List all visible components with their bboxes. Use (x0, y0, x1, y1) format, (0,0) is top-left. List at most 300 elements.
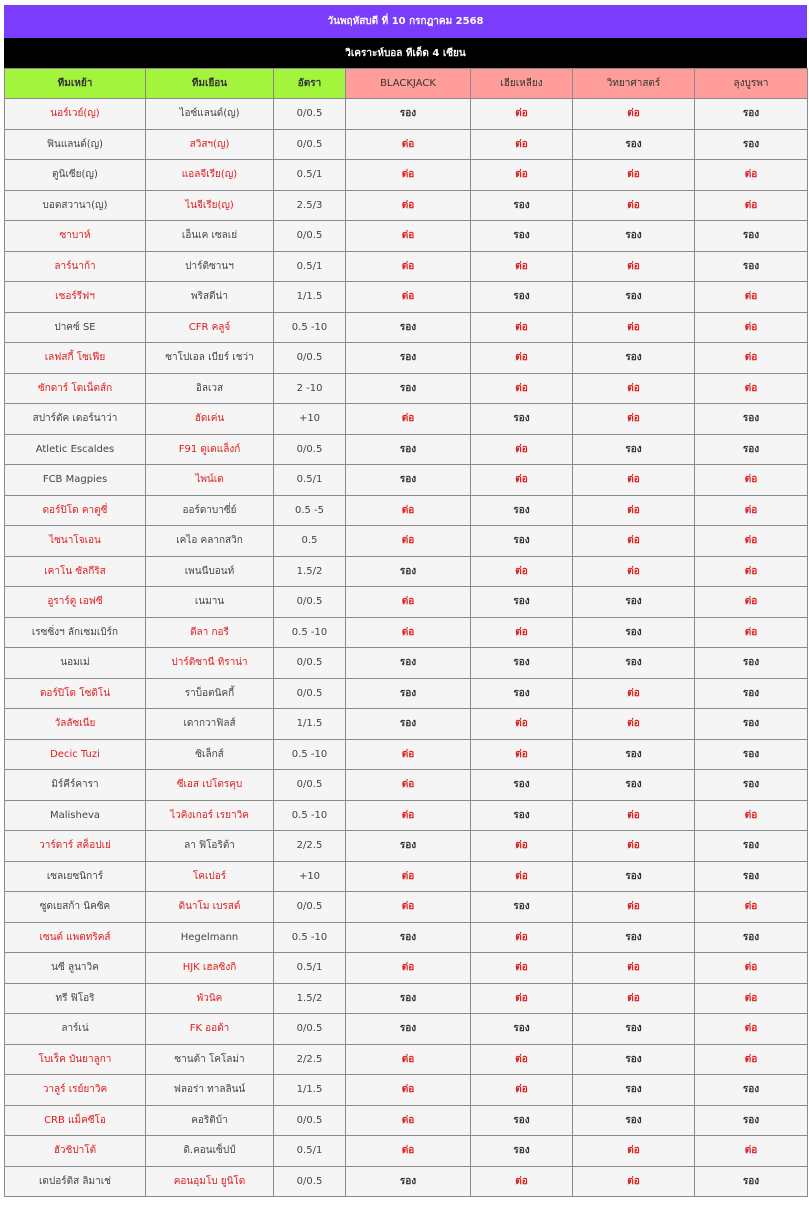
pick-cell: ต่อ (695, 465, 808, 496)
table-row (5, 282, 808, 313)
pick-cell: รอง (573, 343, 695, 374)
odds-cell: 0.5 -10 (274, 617, 346, 648)
pick-cell: ต่อ (695, 160, 808, 191)
table-row (5, 709, 808, 740)
column-header-home: ทีมเหย้า (5, 69, 146, 99)
pick-cell: ต่อ (573, 404, 695, 435)
odds-cell: 0.5/1 (274, 160, 346, 191)
pick-cell: ต่อ (471, 556, 573, 587)
table-row (5, 1166, 808, 1197)
home-team-cell: นอร์เวย์(ญ) (5, 99, 146, 130)
odds-cell: +10 (274, 861, 346, 892)
pick-cell: รอง (346, 343, 471, 374)
pick-cell: ต่อ (346, 129, 471, 160)
analysis-container (4, 5, 807, 1197)
away-team-cell: ปาร์ติซานฯ (146, 251, 274, 282)
column-header-away: ทีมเยือน (146, 69, 274, 99)
table-row (5, 160, 808, 191)
home-team-cell: วาร์ดาร์ สค็อปเย่ (5, 831, 146, 862)
pick-cell: ต่อ (346, 861, 471, 892)
pick-cell: รอง (695, 770, 808, 801)
odds-cell: 0/0.5 (274, 1166, 346, 1197)
pick-cell: ต่อ (471, 983, 573, 1014)
odds-cell: 1.5/2 (274, 556, 346, 587)
table-header-row (5, 69, 808, 99)
pick-cell: รอง (346, 1166, 471, 1197)
away-team-cell: ดิ.คอนเซ็ปป์ (146, 1136, 274, 1167)
pick-cell: รอง (346, 465, 471, 496)
pick-cell: รอง (346, 648, 471, 679)
pick-cell: ต่อ (695, 800, 808, 831)
pick-cell: รอง (471, 678, 573, 709)
home-team-cell: เดปอร์ติส ลิมาเช่ (5, 1166, 146, 1197)
date-title: วันพฤหัสบดี ที่ 10 กรกฎาคม 2568 (4, 5, 807, 38)
pick-cell: ต่อ (695, 526, 808, 557)
home-team-cell: ฮัวชิปาโต้ (5, 1136, 146, 1167)
table-row (5, 922, 808, 953)
home-team-cell: เรซซิ่งฯ ลักเซมเบิร์ก (5, 617, 146, 648)
column-header-hia-liang: เฮียเหลียง (471, 69, 573, 99)
odds-cell: 0/0.5 (274, 648, 346, 679)
pick-cell: ต่อ (695, 373, 808, 404)
table-body (5, 99, 808, 1197)
home-team-cell: วาลูร์ เรย์ยาวิค (5, 1075, 146, 1106)
table-row (5, 1105, 808, 1136)
table-row (5, 617, 808, 648)
odds-cell: 0/0.5 (274, 770, 346, 801)
away-team-cell: แอลจีเรีย(ญ) (146, 160, 274, 191)
pick-cell: ต่อ (346, 1136, 471, 1167)
odds-cell: 0/0.5 (274, 1105, 346, 1136)
pick-cell: ต่อ (471, 373, 573, 404)
pick-cell: รอง (695, 739, 808, 770)
pick-cell: ต่อ (346, 1075, 471, 1106)
pick-cell: ต่อ (471, 160, 573, 191)
pick-cell: รอง (695, 129, 808, 160)
away-team-cell: สวิสฯ(ญ) (146, 129, 274, 160)
home-team-cell: ปาคซ์ SE (5, 312, 146, 343)
pick-cell: รอง (573, 1075, 695, 1106)
odds-cell: 0.5 -10 (274, 739, 346, 770)
pick-cell: ต่อ (573, 556, 695, 587)
odds-cell: 0.5/1 (274, 953, 346, 984)
pick-cell: รอง (573, 129, 695, 160)
away-team-cell: ไอซ์แลนด์(ญ) (146, 99, 274, 130)
away-team-cell: FK ออด้า (146, 1014, 274, 1045)
away-team-cell: เคไอ คลากสวิก (146, 526, 274, 557)
column-header-science: วิทยาศาสตร์ (573, 69, 695, 99)
pick-cell: ต่อ (346, 282, 471, 313)
away-team-cell: โคเปอร์ (146, 861, 274, 892)
away-team-cell: ราบ็อตนิคกี้ (146, 678, 274, 709)
odds-cell: 1/1.5 (274, 282, 346, 313)
pick-cell: รอง (695, 648, 808, 679)
pick-cell: รอง (471, 495, 573, 526)
odds-cell: 0.5 -10 (274, 800, 346, 831)
table-row (5, 831, 808, 862)
odds-cell: 0.5 -10 (274, 312, 346, 343)
pick-cell: ต่อ (471, 251, 573, 282)
pick-cell: รอง (573, 282, 695, 313)
pick-cell: รอง (471, 1014, 573, 1045)
odds-cell: 0/0.5 (274, 587, 346, 618)
table-row (5, 1136, 808, 1167)
pick-cell: ต่อ (346, 953, 471, 984)
pick-cell: ต่อ (346, 221, 471, 252)
column-header-odds: อัตรา (274, 69, 346, 99)
column-header-lung-burapha: ลุงบูรพา (695, 69, 808, 99)
pick-cell: ต่อ (695, 190, 808, 221)
pick-cell: รอง (573, 922, 695, 953)
pick-cell: ต่อ (346, 526, 471, 557)
pick-cell: ต่อ (695, 282, 808, 313)
away-team-cell: ซิเล็กส์ (146, 739, 274, 770)
odds-cell: 2/2.5 (274, 831, 346, 862)
pick-cell: ต่อ (471, 343, 573, 374)
pick-cell: ต่อ (573, 831, 695, 862)
pick-cell: รอง (695, 99, 808, 130)
pick-cell: รอง (471, 1136, 573, 1167)
pick-cell: ต่อ (346, 892, 471, 923)
home-team-cell: โบเร็ค บันยาลูกา (5, 1044, 146, 1075)
pick-cell: รอง (573, 221, 695, 252)
odds-cell: 0.5 (274, 526, 346, 557)
home-team-cell: ทรี ฟิโอริ (5, 983, 146, 1014)
home-team-cell: บอตสวานา(ญ) (5, 190, 146, 221)
pick-cell: ต่อ (573, 251, 695, 282)
pick-cell: รอง (695, 1166, 808, 1197)
home-team-cell: นซี ลูนาวิค (5, 953, 146, 984)
pick-cell: ต่อ (346, 800, 471, 831)
table-row (5, 739, 808, 770)
odds-cell: 1.5/2 (274, 983, 346, 1014)
home-team-cell: ซักดาร์ โดเน็ตส์ก (5, 373, 146, 404)
pick-cell: รอง (346, 709, 471, 740)
away-team-cell: ซานต้า โคโลม่า (146, 1044, 274, 1075)
pick-cell: รอง (471, 1105, 573, 1136)
home-team-cell: วัลลัซเนีย (5, 709, 146, 740)
odds-cell: 0.5 -5 (274, 495, 346, 526)
pick-cell: รอง (471, 190, 573, 221)
pick-cell: ต่อ (573, 160, 695, 191)
home-team-cell: CRB แม็คซีโอ (5, 1105, 146, 1136)
pick-cell: ต่อ (346, 770, 471, 801)
pick-cell: ต่อ (471, 99, 573, 130)
pick-cell: ต่อ (573, 1166, 695, 1197)
home-team-cell: ตูนิเซีย(ญ) (5, 160, 146, 191)
pick-cell: รอง (346, 99, 471, 130)
pick-cell: ต่อ (695, 617, 808, 648)
odds-cell: 2.5/3 (274, 190, 346, 221)
pick-cell: ต่อ (695, 953, 808, 984)
home-team-cell: Decic Tuzi (5, 739, 146, 770)
pick-cell: รอง (346, 922, 471, 953)
home-team-cell: ฟินแลนด์(ญ) (5, 129, 146, 160)
away-team-cell: อิลเวส (146, 373, 274, 404)
odds-cell: 0.5/1 (274, 1136, 346, 1167)
pick-cell: รอง (471, 892, 573, 923)
odds-cell: 0/0.5 (274, 678, 346, 709)
pick-cell: ต่อ (346, 495, 471, 526)
table-row (5, 1014, 808, 1045)
home-team-cell: ซาบาห์ (5, 221, 146, 252)
table-row (5, 312, 808, 343)
pick-cell: ต่อ (695, 587, 808, 618)
pick-cell: รอง (471, 404, 573, 435)
away-team-cell: HJK เฮลซิงกิ (146, 953, 274, 984)
pick-cell: รอง (573, 587, 695, 618)
pick-cell: รอง (471, 648, 573, 679)
pick-cell: ต่อ (346, 587, 471, 618)
pick-cell: ต่อ (471, 922, 573, 953)
table-row (5, 190, 808, 221)
pick-cell: รอง (346, 373, 471, 404)
pick-cell: รอง (346, 983, 471, 1014)
pick-cell: รอง (346, 434, 471, 465)
away-team-cell: Hegelmann (146, 922, 274, 953)
table-row (5, 892, 808, 923)
table-row (5, 648, 808, 679)
away-team-cell: ซีเอส เปโตรคุบ (146, 770, 274, 801)
table-row (5, 526, 808, 557)
pick-cell: รอง (471, 587, 573, 618)
table-row (5, 678, 808, 709)
table-row (5, 1075, 808, 1106)
pick-cell: รอง (573, 861, 695, 892)
home-team-cell: เชอร์รีฟฯ (5, 282, 146, 313)
odds-cell: 1/1.5 (274, 1075, 346, 1106)
home-team-cell: เคาโน ซัลกีริส (5, 556, 146, 587)
home-team-cell: เซลเยซนิการ์ (5, 861, 146, 892)
pick-cell: ต่อ (346, 160, 471, 191)
pick-cell: ต่อ (573, 709, 695, 740)
pick-cell: ต่อ (695, 1014, 808, 1045)
pick-cell: รอง (346, 831, 471, 862)
odds-cell: 2 -10 (274, 373, 346, 404)
table-row (5, 221, 808, 252)
away-team-cell: พัวนิค (146, 983, 274, 1014)
pick-cell: ต่อ (573, 312, 695, 343)
pick-cell: รอง (695, 1075, 808, 1106)
pick-cell: รอง (346, 556, 471, 587)
pick-cell: รอง (573, 1105, 695, 1136)
odds-cell: 0/0.5 (274, 129, 346, 160)
away-team-cell: ไพน์เด (146, 465, 274, 496)
home-team-cell: นอมเม่ (5, 648, 146, 679)
table-row (5, 373, 808, 404)
pick-cell: รอง (573, 617, 695, 648)
table-row (5, 861, 808, 892)
pick-cell: ต่อ (573, 800, 695, 831)
pick-cell: รอง (695, 251, 808, 282)
pick-cell: ต่อ (471, 739, 573, 770)
home-team-cell: ลาร์เน่ (5, 1014, 146, 1045)
table-row (5, 556, 808, 587)
column-header-blackjack: BLACKJACK (346, 69, 471, 99)
away-team-cell: ไวคิงเกอร์ เรยาวิค (146, 800, 274, 831)
away-team-cell: ดินาโม เบรสต์ (146, 892, 274, 923)
pick-cell: ต่อ (573, 526, 695, 557)
odds-cell: 0.5/1 (274, 251, 346, 282)
pick-cell: รอง (471, 282, 573, 313)
pick-cell: ต่อ (695, 1044, 808, 1075)
table-row (5, 251, 808, 282)
pick-cell: ต่อ (471, 617, 573, 648)
pick-cell: ต่อ (471, 831, 573, 862)
pick-cell: ต่อ (573, 99, 695, 130)
table-row (5, 434, 808, 465)
table-row (5, 99, 808, 130)
away-team-cell: ฮัดเค่น (146, 404, 274, 435)
pick-cell: รอง (695, 922, 808, 953)
pick-cell: ต่อ (471, 953, 573, 984)
away-team-cell: ออร์ดาบาซี่ย์ (146, 495, 274, 526)
pick-cell: ต่อ (573, 373, 695, 404)
pick-cell: ต่อ (573, 190, 695, 221)
pick-cell: รอง (695, 221, 808, 252)
pick-cell: ต่อ (471, 129, 573, 160)
pick-cell: ต่อ (346, 1044, 471, 1075)
pick-cell: รอง (471, 526, 573, 557)
pick-cell: รอง (346, 312, 471, 343)
pick-cell: รอง (573, 1014, 695, 1045)
pick-cell: ต่อ (573, 678, 695, 709)
home-team-cell: Atletic Escaldes (5, 434, 146, 465)
pick-cell: ต่อ (346, 617, 471, 648)
odds-cell: 2/2.5 (274, 1044, 346, 1075)
pick-cell: ต่อ (471, 1044, 573, 1075)
odds-cell: 0.5/1 (274, 465, 346, 496)
odds-cell: 0.5 -10 (274, 922, 346, 953)
pick-cell: ต่อ (695, 892, 808, 923)
pick-cell: รอง (573, 434, 695, 465)
pick-cell: รอง (695, 434, 808, 465)
odds-cell: 0/0.5 (274, 221, 346, 252)
odds-cell: 0/0.5 (274, 434, 346, 465)
home-team-cell: Malisheva (5, 800, 146, 831)
home-team-cell: มิร์คีร์คารา (5, 770, 146, 801)
pick-cell: รอง (471, 800, 573, 831)
odds-cell: 0/0.5 (274, 99, 346, 130)
away-team-cell: เนมาน (146, 587, 274, 618)
pick-cell: รอง (573, 648, 695, 679)
away-team-cell: เดากวาฟิลส์ (146, 709, 274, 740)
pick-cell: ต่อ (471, 1075, 573, 1106)
pick-cell: ต่อ (573, 495, 695, 526)
away-team-cell: พริสตีน่า (146, 282, 274, 313)
table-row (5, 587, 808, 618)
home-team-cell: ไซนาโจเอน (5, 526, 146, 557)
away-team-cell: ฟลอร่า ทาลลินน์ (146, 1075, 274, 1106)
table-row (5, 343, 808, 374)
table-row (5, 953, 808, 984)
pick-cell: รอง (695, 404, 808, 435)
pick-cell: ต่อ (695, 312, 808, 343)
pick-cell: รอง (695, 678, 808, 709)
pick-cell: รอง (573, 770, 695, 801)
away-team-cell: เพนนีบอนท์ (146, 556, 274, 587)
away-team-cell: CFR คลูจ์ (146, 312, 274, 343)
pick-cell: ต่อ (573, 1136, 695, 1167)
predictions-table (4, 68, 808, 1197)
pick-cell: ต่อ (471, 434, 573, 465)
home-team-cell: เซนต์ แพตทริคส์ (5, 922, 146, 953)
home-team-cell: อูราร์ตู เอฟซี (5, 587, 146, 618)
pick-cell: ต่อ (346, 1105, 471, 1136)
table-row (5, 983, 808, 1014)
pick-cell: ต่อ (573, 983, 695, 1014)
pick-cell: ต่อ (346, 739, 471, 770)
pick-cell: ต่อ (695, 343, 808, 374)
pick-cell: รอง (573, 1044, 695, 1075)
home-team-cell: ซูดเยสก้า นิคซิค (5, 892, 146, 923)
away-team-cell: คอริติบ้า (146, 1105, 274, 1136)
away-team-cell: ดีลา กอรี (146, 617, 274, 648)
away-team-cell: ลา ฟิโอริต้า (146, 831, 274, 862)
pick-cell: รอง (471, 770, 573, 801)
home-team-cell: เลฟสกี้ โซเฟีย (5, 343, 146, 374)
odds-cell: 0/0.5 (274, 343, 346, 374)
home-team-cell: FCB Magpies (5, 465, 146, 496)
pick-cell: รอง (695, 709, 808, 740)
table-row (5, 404, 808, 435)
pick-cell: ต่อ (346, 190, 471, 221)
pick-cell: ต่อ (695, 1136, 808, 1167)
home-team-cell: ลาร์นาก้า (5, 251, 146, 282)
pick-cell: รอง (573, 739, 695, 770)
table-row (5, 1044, 808, 1075)
pick-cell: ต่อ (471, 1166, 573, 1197)
away-team-cell: เอ็นเค เซลเย่ (146, 221, 274, 252)
home-team-cell: สปาร์ตัค เดอร์นาว่า (5, 404, 146, 435)
table-row (5, 495, 808, 526)
page-subtitle: วิเคราะห์บอล ทีเด็ด 4 เซียน (4, 38, 807, 68)
pick-cell: ต่อ (346, 404, 471, 435)
home-team-cell: ดอร์ปิโด คาตูซี่ (5, 495, 146, 526)
away-team-cell: F91 ดูเดแล็งก์ (146, 434, 274, 465)
pick-cell: รอง (695, 861, 808, 892)
table-row (5, 465, 808, 496)
pick-cell: ต่อ (346, 251, 471, 282)
table-row (5, 800, 808, 831)
pick-cell: รอง (346, 678, 471, 709)
pick-cell: ต่อ (695, 495, 808, 526)
pick-cell: ต่อ (573, 953, 695, 984)
pick-cell: ต่อ (695, 556, 808, 587)
pick-cell: ต่อ (471, 709, 573, 740)
table-row (5, 770, 808, 801)
home-team-cell: ดอร์ปิโด โซดิโน่ (5, 678, 146, 709)
pick-cell: รอง (695, 1105, 808, 1136)
pick-cell: ต่อ (471, 861, 573, 892)
pick-cell: ต่อ (573, 892, 695, 923)
away-team-cell: คอนอุมโบ ยูนิโด (146, 1166, 274, 1197)
away-team-cell: ซาโปเอล เบียร์ เชว่า (146, 343, 274, 374)
pick-cell: ต่อ (573, 465, 695, 496)
pick-cell: ต่อ (471, 312, 573, 343)
odds-cell: 1/1.5 (274, 709, 346, 740)
odds-cell: 0/0.5 (274, 892, 346, 923)
table-row (5, 129, 808, 160)
pick-cell: ต่อ (471, 465, 573, 496)
pick-cell: รอง (471, 221, 573, 252)
pick-cell: รอง (695, 831, 808, 862)
odds-cell: 0/0.5 (274, 1014, 346, 1045)
pick-cell: ต่อ (695, 983, 808, 1014)
away-team-cell: ไนจีเรีย(ญ) (146, 190, 274, 221)
pick-cell: รอง (346, 1014, 471, 1045)
away-team-cell: ปาร์ติซานี ทิราน่า (146, 648, 274, 679)
